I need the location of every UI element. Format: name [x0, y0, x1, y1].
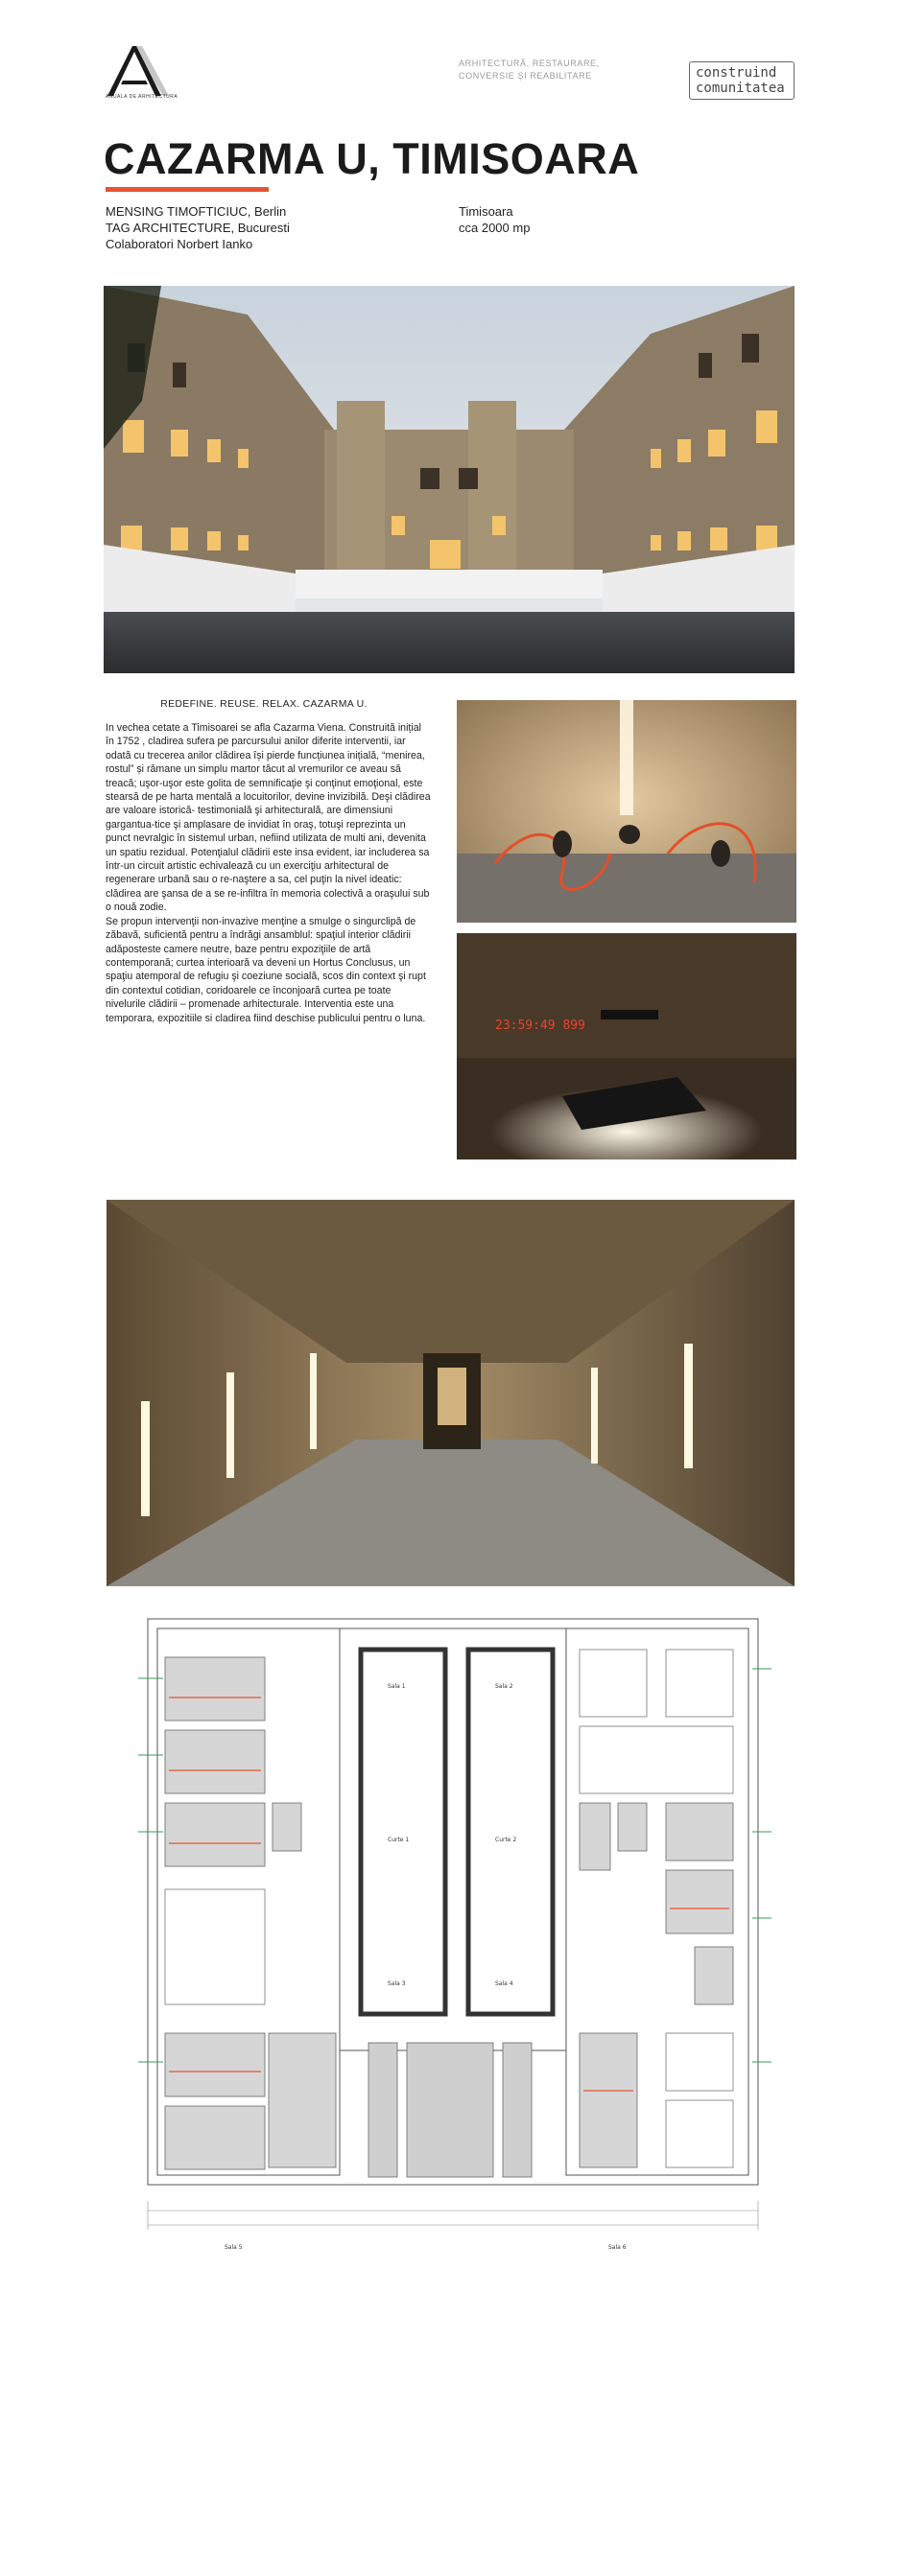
project-category	[459, 58, 600, 82]
article-subheading: REDEFINE. REUSE. RELAX. CAZARMA U.	[160, 698, 368, 710]
corridor-photo	[107, 1200, 795, 1586]
project-location	[459, 203, 530, 236]
floor-plan-drawing	[100, 1611, 796, 2263]
article-body	[106, 721, 432, 1025]
plan-room-label: Sala 5	[225, 2244, 243, 2251]
project-credits	[106, 203, 290, 252]
vaulted-room-photo	[457, 700, 796, 923]
badge-line: comunitatea	[696, 81, 785, 96]
plan-room-label: Sala 4	[495, 1980, 513, 1987]
location-city: Timisoara	[459, 204, 513, 219]
location-area: cca 2000 mp	[459, 221, 531, 235]
community-badge	[689, 61, 795, 100]
badge-line: construind	[696, 65, 777, 81]
logo-caption: ANUALA DE ARHITECTURA	[106, 94, 178, 100]
page-title: CAZARMA U, TIMISOARA	[104, 134, 640, 183]
courtyard-photo	[104, 286, 795, 673]
credit-line: TAG ARCHITECTURE, Bucuresti	[106, 221, 290, 235]
title-underline	[106, 187, 269, 192]
category-line: ARHITECTURĂ, RESTAURARE,	[459, 59, 600, 68]
plan-room-label: Sala 2	[495, 1683, 513, 1690]
plan-room-label: Curte 1	[388, 1837, 410, 1843]
plan-room-label: Sala 3	[388, 1980, 406, 1987]
category-line: CONVERSIE ȘI REABILITARE	[459, 71, 592, 81]
article-paragraph: Se propun intervenţii non-invazive menţine a smulge o singurclipă de zăbavă, suficientă pentru a îndrăgi ansamblul: spaţiul interior clădirii adăposteste camere neutre, baze pentru expoziţiile de artă contemporană; curtea interioară va deveni un Hortus Conclusus, un spaţiu atemporal de refugiu şi coeziune socială, scos din context şi rupt din contextul cotidian, coridoarele ce înconjoară curtea pe toate nivelurile clădirii – promenade arhitecturale. Interventia este una temporara, expozitiile si cladirea fiind deschise publicului pentru o luna.	[106, 915, 426, 1024]
plan-room-label: Sala 6	[608, 2244, 627, 2251]
plan-room-label: Sala 1	[388, 1683, 406, 1690]
architecture-logo-icon	[104, 42, 171, 100]
counter-display: 23:59:49 899	[495, 1019, 585, 1033]
plan-room-label: Curte 2	[495, 1837, 517, 1843]
article-paragraph: In vechea cetate a Timisoarei se afla Cazarma Viena. Construită inițial în 1752 , cladirea sufera pe parcursului anilor diferite interventii, iar odată cu trecerea anilor clădirea își pierde funcțiunea inițială, “menirea, rostul” și rămane un simplu martor tăcut al vremurilor ce aveau să treacă; uşor-uşor este golita de semnificaţie şi conţinut emoţional, este stearsă de pe harta mentală a locuitorilor, devine invizibilă. Deşi clădirea are valoare istorică- testimonială şi arhitecturală, are dimensiuni gargantua-tice şi amplasare de invidiat în oraş, totuşi reprezinta un punct nevralgic în sistemul urban, nefiind utilizata de multi ani, devenita un spatiu rezidual. Potenţialul clădirii este insa evident, iar includerea sa într-un circuit artistic echivalează cu un exerciţiu arhitectural de regenerare urbană sau o re-naştere a sa, cel puţin la nivel ideatic: clădirea are şansa de a se re-infiltra în memoria colectivă a oraşului sub o nouă zodie.	[106, 722, 431, 914]
credit-line: Colaboratori Norbert Ianko	[106, 237, 253, 251]
logo	[104, 42, 171, 100]
counter-room-photo	[457, 933, 796, 1159]
credit-line: MENSING TIMOFTICIUC, Berlin	[106, 204, 287, 219]
